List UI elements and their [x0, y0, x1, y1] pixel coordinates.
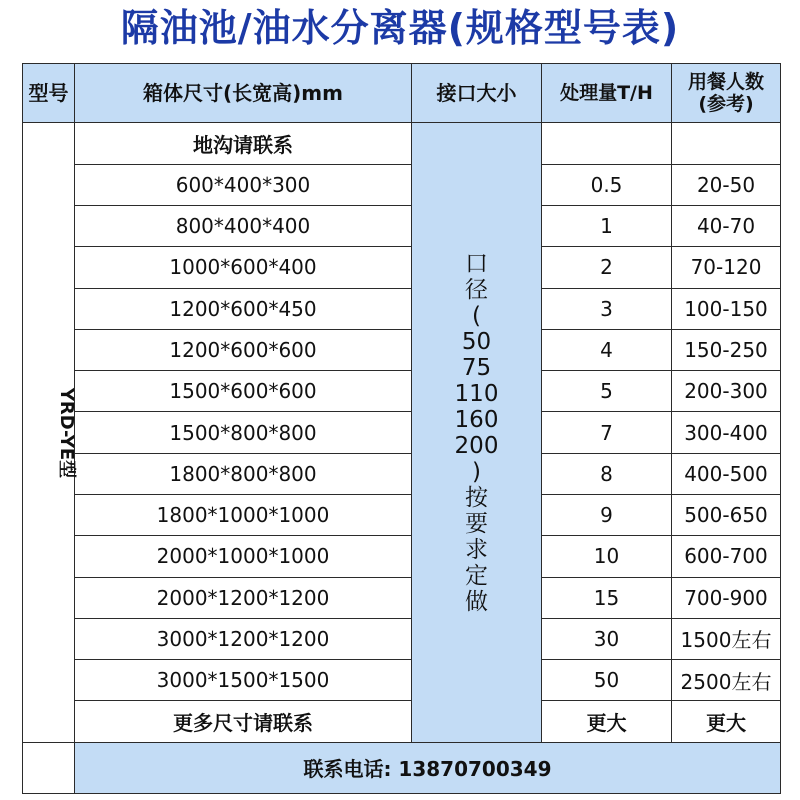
size-cell: 更多尺寸请联系 — [75, 701, 412, 742]
table-row — [23, 412, 781, 453]
spec-table — [22, 63, 781, 794]
diners-cell — [672, 123, 781, 164]
capacity-cell: 4 — [542, 329, 672, 370]
diners-cell: 150-250 — [672, 329, 781, 370]
diners-cell: 20-50 — [672, 164, 781, 205]
port-size-char: 做 — [465, 588, 488, 615]
capacity-cell: 8 — [542, 453, 672, 494]
table-row — [23, 577, 781, 618]
model-cell — [23, 123, 78, 742]
port-size-char: 径 — [465, 276, 488, 303]
diners-cell: 100-150 — [672, 288, 781, 329]
capacity-cell: 2 — [542, 247, 672, 288]
diners-cell: 40-70 — [672, 205, 781, 246]
header-size: 箱体尺寸(长宽高)mm — [75, 64, 412, 123]
contact-phone: 联系电话: 13870700349 — [75, 742, 781, 793]
table-row — [23, 371, 781, 412]
table-row — [23, 660, 781, 701]
size-cell: 600*400*300 — [75, 164, 412, 205]
size-cell: 1500*600*600 — [75, 371, 412, 412]
size-cell: 2000*1200*1200 — [75, 577, 412, 618]
port-size-char: 按 — [465, 484, 488, 511]
port-size-cell — [412, 123, 542, 742]
size-cell: 1500*800*800 — [75, 412, 412, 453]
capacity-cell — [542, 123, 672, 164]
capacity-cell: 3 — [542, 288, 672, 329]
size-cell: 800*400*400 — [75, 205, 412, 246]
port-size-char: ) — [472, 458, 481, 485]
size-cell: 3000*1200*1200 — [75, 618, 412, 659]
size-cell: 1000*600*400 — [75, 247, 412, 288]
size-cell: 1200*600*450 — [75, 288, 412, 329]
size-cell: 1200*600*600 — [75, 329, 412, 370]
table-row — [23, 494, 781, 535]
diners-cell: 更大 — [672, 701, 781, 742]
diners-cell: 1500左右 — [672, 618, 781, 659]
diners-cell: 2500左右 — [672, 660, 781, 701]
diners-cell: 400-500 — [672, 453, 781, 494]
capacity-cell: 10 — [542, 536, 672, 577]
table-row — [23, 205, 781, 246]
size-cell: 1800*800*800 — [75, 453, 412, 494]
table-row — [23, 453, 781, 494]
header-capacity: 处理量T/H — [542, 64, 672, 123]
header-diners-line1: 用餐人数 — [687, 71, 764, 94]
port-size-char: 要 — [465, 510, 488, 537]
capacity-cell: 15 — [542, 577, 672, 618]
capacity-cell: 5 — [542, 371, 672, 412]
port-size-char: 50 — [461, 328, 492, 355]
footer-spacer — [23, 742, 75, 793]
size-cell: 1800*1000*1000 — [75, 494, 412, 535]
diners-cell: 200-300 — [672, 371, 781, 412]
header-diners-line2: (参考) — [698, 93, 754, 116]
header-diners — [672, 64, 781, 123]
capacity-cell: 更大 — [542, 701, 672, 742]
capacity-cell: 9 — [542, 494, 672, 535]
header-row — [23, 64, 781, 123]
model-name: YRD-YE型 — [56, 387, 78, 478]
table-row — [23, 329, 781, 370]
capacity-cell: 50 — [542, 660, 672, 701]
port-size-char: 求 — [465, 536, 488, 563]
table-row — [23, 701, 781, 742]
diners-cell: 70-120 — [672, 247, 781, 288]
header-port: 接口大小 — [412, 64, 542, 123]
capacity-cell: 0.5 — [542, 164, 672, 205]
port-size-char: 200 — [454, 432, 499, 459]
diners-cell: 600-700 — [672, 536, 781, 577]
page-title: 隔油池/油水分离器(规格型号表) — [120, 6, 680, 50]
port-size-char: 110 — [454, 380, 499, 407]
port-size-text — [455, 251, 499, 615]
table-row — [23, 536, 781, 577]
table-row — [23, 123, 781, 164]
diners-cell: 500-650 — [672, 494, 781, 535]
table-row — [23, 164, 781, 205]
size-cell: 2000*1000*1000 — [75, 536, 412, 577]
footer-row — [23, 742, 781, 793]
port-size-char: 口 — [465, 250, 488, 277]
capacity-cell: 30 — [542, 618, 672, 659]
port-size-char: ( — [472, 302, 481, 329]
capacity-cell: 1 — [542, 205, 672, 246]
capacity-cell: 7 — [542, 412, 672, 453]
size-cell: 地沟请联系 — [75, 123, 412, 164]
size-cell: 3000*1500*1500 — [75, 660, 412, 701]
table-row — [23, 288, 781, 329]
table-row — [23, 618, 781, 659]
diners-cell: 300-400 — [672, 412, 781, 453]
diners-cell: 700-900 — [672, 577, 781, 618]
table-row — [23, 247, 781, 288]
port-size-char: 75 — [461, 354, 492, 381]
port-size-char: 160 — [454, 406, 499, 433]
header-model: 型号 — [23, 64, 75, 123]
port-size-char: 定 — [465, 562, 488, 589]
